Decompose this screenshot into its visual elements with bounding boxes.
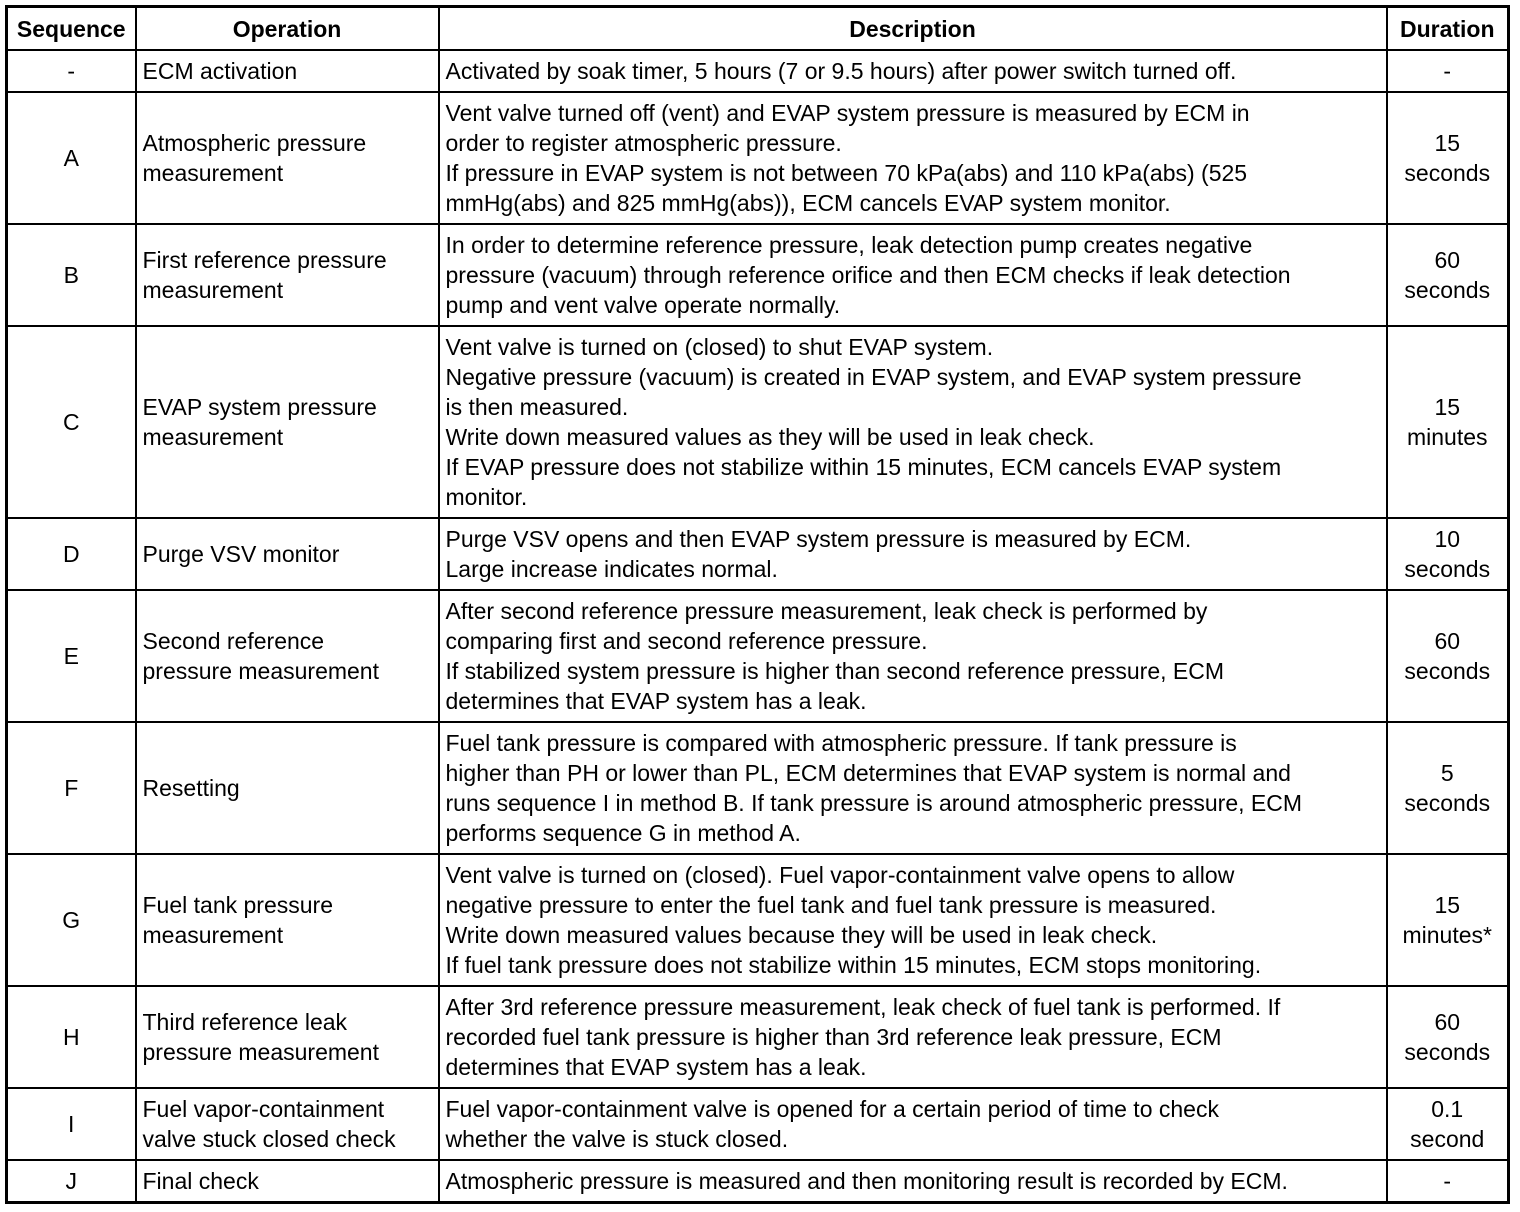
header-row	[7, 7, 1509, 51]
cell-description-line: Activated by soak timer, 5 hours (7 or 9.5 hours) after power switch turned off.	[445, 58, 1237, 84]
cell-operation-line: pressure measurement	[142, 1039, 379, 1065]
cell-sequence: C	[7, 326, 136, 518]
cell-description-line: Large increase indicates normal.	[445, 556, 778, 582]
cell-sequence: J	[7, 1160, 136, 1203]
cell-duration	[1387, 1160, 1509, 1203]
cell-operation	[136, 1088, 439, 1160]
cell-description	[439, 590, 1387, 722]
table-row	[7, 92, 1509, 224]
cell-description-line: determines that EVAP system has a leak.	[445, 1054, 867, 1080]
cell-description-line: Vent valve is turned on (closed). Fuel vapor-containment valve opens to allow	[445, 862, 1235, 888]
cell-duration	[1387, 590, 1509, 722]
cell-duration-line: 5	[1440, 760, 1454, 786]
cell-duration-line: seconds	[1404, 277, 1491, 303]
cell-description-line: Purge VSV opens and then EVAP system pressure is measured by ECM.	[445, 526, 1192, 552]
cell-description-line: Fuel tank pressure is compared with atmospheric pressure. If tank pressure is	[445, 730, 1237, 756]
cell-description-line: determines that EVAP system has a leak.	[445, 688, 867, 714]
cell-duration-line: 60	[1434, 1009, 1461, 1035]
table-row	[7, 590, 1509, 722]
table-row	[7, 986, 1509, 1088]
cell-operation	[136, 92, 439, 224]
cell-duration-line: 15	[1434, 394, 1461, 420]
cell-duration	[1387, 986, 1509, 1088]
cell-description	[439, 518, 1387, 590]
cell-description-line: In order to determine reference pressure, leak detection pump creates negative	[445, 232, 1253, 258]
cell-operation	[136, 224, 439, 326]
cell-description-line: Atmospheric pressure is measured and then monitoring result is recorded by ECM.	[445, 1168, 1288, 1194]
cell-operation-line: Fuel tank pressure	[142, 892, 333, 918]
cell-operation	[136, 1160, 439, 1203]
cell-duration-line: 60	[1434, 628, 1461, 654]
cell-duration	[1387, 854, 1509, 986]
cell-duration-line: -	[1443, 58, 1452, 84]
cell-description	[439, 986, 1387, 1088]
cell-operation-line: Third reference leak	[142, 1009, 348, 1035]
table-row	[7, 224, 1509, 326]
cell-sequence: H	[7, 986, 136, 1088]
cell-operation	[136, 722, 439, 854]
cell-duration-line: seconds	[1404, 790, 1491, 816]
cell-duration	[1387, 722, 1509, 854]
cell-duration-line: 60	[1434, 247, 1461, 273]
cell-duration-line: seconds	[1404, 1039, 1491, 1065]
cell-description-line: After second reference pressure measurement, leak check is performed by	[445, 598, 1208, 624]
cell-description-line: Vent valve turned off (vent) and EVAP system pressure is measured by ECM in	[445, 100, 1250, 126]
cell-duration-line: -	[1443, 1168, 1452, 1194]
cell-operation	[136, 326, 439, 518]
cell-description-line: Negative pressure (vacuum) is created in EVAP system, and EVAP system pressure	[445, 364, 1302, 390]
table-row	[7, 326, 1509, 518]
cell-operation-line: pressure measurement	[142, 658, 379, 684]
cell-operation-line: Second reference	[142, 628, 325, 654]
cell-operation-line: measurement	[142, 424, 284, 450]
cell-description-line: runs sequence I in method B. If tank pressure is around atmospheric pressure, ECM	[445, 790, 1303, 816]
cell-description	[439, 92, 1387, 224]
cell-description-line: negative pressure to enter the fuel tank and fuel tank pressure is measured.	[445, 892, 1217, 918]
cell-sequence: A	[7, 92, 136, 224]
cell-description	[439, 854, 1387, 986]
cell-description-line: performs sequence G in method A.	[445, 820, 801, 846]
cell-sequence: F	[7, 722, 136, 854]
cell-description-line: pressure (vacuum) through reference orifice and then ECM checks if leak detection	[445, 262, 1291, 288]
cell-operation	[136, 590, 439, 722]
cell-duration	[1387, 326, 1509, 518]
cell-description	[439, 50, 1387, 92]
table-row	[7, 50, 1509, 92]
cell-sequence: -	[7, 50, 136, 92]
table-row	[7, 1160, 1509, 1203]
cell-duration	[1387, 224, 1509, 326]
table-row	[7, 854, 1509, 986]
cell-description	[439, 722, 1387, 854]
table-row	[7, 1088, 1509, 1160]
cell-operation-line: First reference pressure	[142, 247, 387, 273]
cell-description	[439, 326, 1387, 518]
cell-description	[439, 1160, 1387, 1203]
cell-description-line: is then measured.	[445, 394, 629, 420]
cell-operation	[136, 854, 439, 986]
cell-sequence: B	[7, 224, 136, 326]
cell-duration	[1387, 518, 1509, 590]
cell-description-line: monitor.	[445, 484, 528, 510]
header-operation: Operation	[136, 7, 439, 51]
cell-description-line: If pressure in EVAP system is not between 70 kPa(abs) and 110 kPa(abs) (525	[445, 160, 1248, 186]
cell-operation	[136, 518, 439, 590]
cell-duration	[1387, 50, 1509, 92]
cell-description-line: pump and vent valve operate normally.	[445, 292, 841, 318]
cell-operation	[136, 986, 439, 1088]
cell-description-line: Vent valve is turned on (closed) to shut EVAP system.	[445, 334, 994, 360]
cell-description-line: If EVAP pressure does not stabilize within 15 minutes, ECM cancels EVAP system	[445, 454, 1282, 480]
cell-operation-line: measurement	[142, 160, 284, 186]
cell-description-line: mmHg(abs) and 825 mmHg(abs)), ECM cancels EVAP system monitor.	[445, 190, 1171, 216]
cell-operation	[136, 50, 439, 92]
cell-duration-line: 15	[1434, 892, 1461, 918]
cell-description-line: Write down measured values because they will be used in leak check.	[445, 922, 1158, 948]
cell-operation-line: Atmospheric pressure	[142, 130, 367, 156]
header-sequence: Sequence	[7, 7, 136, 51]
cell-description	[439, 1088, 1387, 1160]
cell-duration-line: 0.1	[1431, 1096, 1464, 1122]
header-duration: Duration	[1387, 7, 1509, 51]
cell-duration-line: seconds	[1404, 556, 1491, 582]
cell-sequence: D	[7, 518, 136, 590]
cell-description-line: order to register atmospheric pressure.	[445, 130, 842, 156]
cell-duration	[1387, 92, 1509, 224]
cell-duration-line: 10	[1434, 526, 1461, 552]
cell-duration-line: seconds	[1404, 160, 1491, 186]
cell-description-line: higher than PH or lower than PL, ECM determines that EVAP system is normal and	[445, 760, 1291, 786]
cell-description-line: If fuel tank pressure does not stabilize within 15 minutes, ECM stops monitoring.	[445, 952, 1262, 978]
cell-operation-line: measurement	[142, 277, 284, 303]
cell-duration-line: minutes	[1406, 424, 1488, 450]
cell-description-line: If stabilized system pressure is higher than second reference pressure, ECM	[445, 658, 1225, 684]
cell-description-line: recorded fuel tank pressure is higher than 3rd reference leak pressure, ECM	[445, 1024, 1222, 1050]
cell-operation-line: Fuel vapor-containment	[142, 1096, 385, 1122]
evap-monitor-sequence-table	[5, 5, 1510, 1204]
cell-description	[439, 224, 1387, 326]
table-row	[7, 518, 1509, 590]
cell-sequence: E	[7, 590, 136, 722]
cell-duration	[1387, 1088, 1509, 1160]
cell-description-line: Fuel vapor-containment valve is opened for a certain period of time to check	[445, 1096, 1219, 1122]
cell-operation-line: EVAP system pressure	[142, 394, 377, 420]
cell-description-line: comparing first and second reference pressure.	[445, 628, 928, 654]
cell-operation-line: Purge VSV monitor	[142, 541, 340, 567]
cell-duration-line: minutes*	[1402, 922, 1492, 948]
cell-description-line: Write down measured values as they will be used in leak check.	[445, 424, 1095, 450]
cell-operation-line: Resetting	[142, 775, 240, 801]
table-body	[7, 50, 1509, 1203]
table-row	[7, 722, 1509, 854]
cell-sequence: G	[7, 854, 136, 986]
cell-duration-line: 15	[1434, 130, 1461, 156]
cell-duration-line: second	[1410, 1126, 1485, 1152]
cell-operation-line: valve stuck closed check	[142, 1126, 396, 1152]
cell-operation-line: measurement	[142, 922, 284, 948]
cell-operation-line: ECM activation	[142, 58, 298, 84]
cell-sequence: I	[7, 1088, 136, 1160]
cell-description-line: whether the valve is stuck closed.	[445, 1126, 789, 1152]
header-description: Description	[439, 7, 1387, 51]
cell-description-line: After 3rd reference pressure measurement, leak check of fuel tank is performed. If	[445, 994, 1281, 1020]
cell-operation-line: Final check	[142, 1168, 259, 1194]
cell-duration-line: seconds	[1404, 658, 1491, 684]
